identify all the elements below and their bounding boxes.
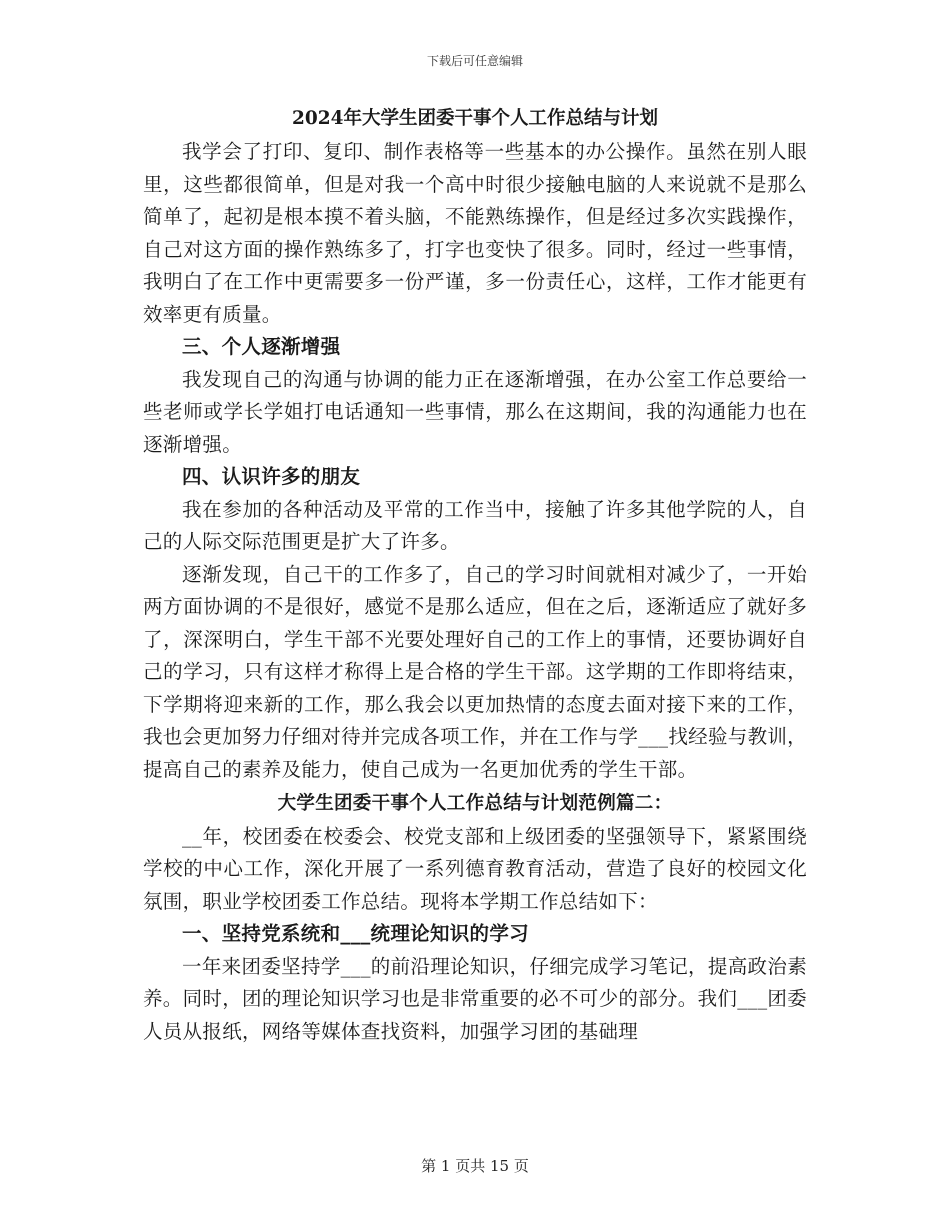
section-subtitle: 大学生团委干事个人工作总结与计划范例篇二： bbox=[277, 793, 673, 814]
section-heading: 三、个人逐渐增强 bbox=[182, 335, 341, 358]
document-title: 2024年大学生团委干事个人工作总结与计划 bbox=[292, 108, 658, 129]
paragraph: 我发现自己的沟通与协调的能力正在逐渐增强，在办公室工作总要给一些老师或学长学姐打电话通知一些事情，那么在这期间，我的沟通能力也在逐渐增强。 bbox=[143, 367, 807, 456]
document-body bbox=[143, 104, 807, 1048]
paragraph: 我学会了打印、复印、制作表格等一些基本的办公操作。虽然在别人眼里，这些都很简单，但是对我一个高中时很少接触电脑的人来说就不是那么简单了，起初是根本摸不着头脑，不能熟练操作，但是经过多次实践操作，自己对这方面的操作熟练多了，打字也变快了很多。同时，经过一些事情，我明白了在工作中更需要多一份严谨，多一份责任心，这样，工作才能更有效率更有质量。 bbox=[143, 140, 807, 326]
paragraph: __年，校团委在校委会、校党支部和上级团委的坚强领导下，紧紧围绕学校的中心工作，深化开展了一系列德育教育活动，营造了良好的校园文化氛围，职业学校团委工作总结。现将本学期工作总结如下： bbox=[143, 824, 807, 913]
paragraph: 逐渐发现，自己干的工作多了，自己的学习时间就相对减少了，一开始两方面协调的不是很好，感觉不是那么适应，但在之后，逐渐适应了就好多了，深深明白，学生干部不光要处理好自己的工作上的事情，还要协调好自己的学习，只有这样才称得上是合格的学生干部。这学期的工作即将结束，下学期将迎来新的工作，那么我会以更加热情的态度去面对接下来的工作，我也会更加努力仔细对待并完成各项工作，并在工作与学___找经验与教训，提高自己的素养及能力，使自己成为一名更加优秀的学生干部。 bbox=[143, 562, 807, 781]
section-heading: 四、认识许多的朋友 bbox=[182, 465, 361, 488]
paragraph: 我在参加的各种活动及平常的工作当中，接触了许多其他学院的人，自己的人际交际范围更是扩大了许多。 bbox=[143, 497, 807, 553]
page-number: 第 1 页共 15 页 bbox=[421, 1157, 529, 1175]
page-header-note: 下载后可任意编辑 bbox=[426, 54, 523, 68]
section-heading: 一、坚持党系统和___统理论知识的学习 bbox=[182, 922, 529, 945]
paragraph: 一年来团委坚持学___的前沿理论知识，仔细完成学习笔记，提高政治素养。同时，团的理论知识学习也是非常重要的必不可少的部分。我们___团委人员从报纸，网络等媒体查找资料，加强学习团的基础理 bbox=[143, 954, 807, 1043]
